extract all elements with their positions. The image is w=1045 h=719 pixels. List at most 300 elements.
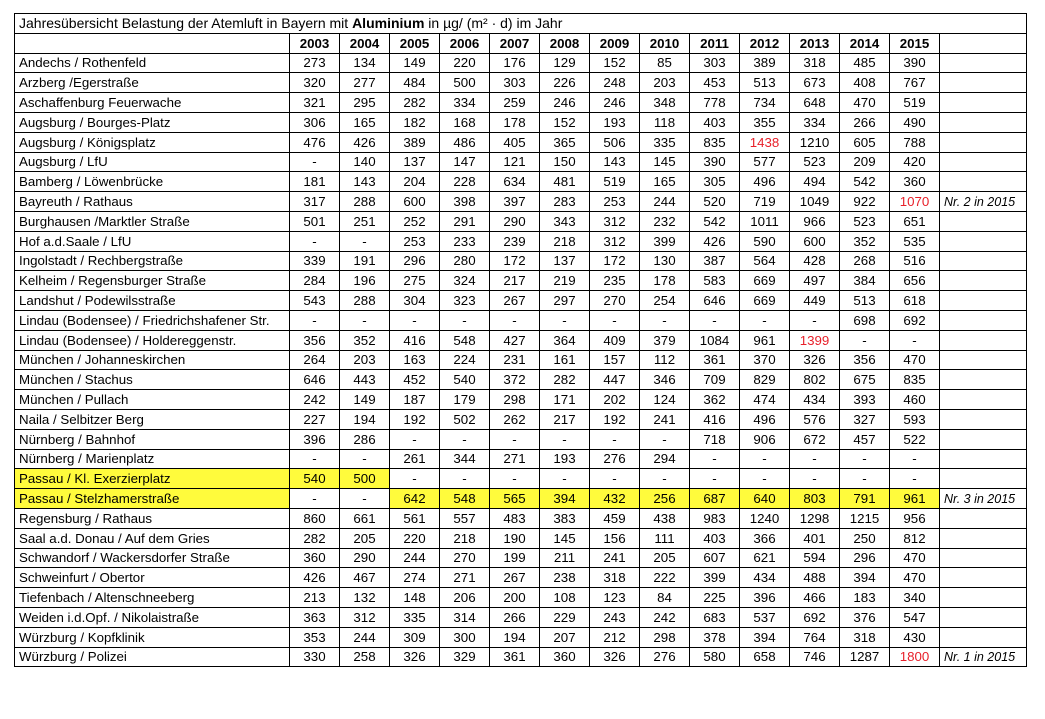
value-cell-2012: 734 xyxy=(740,93,790,113)
value-cell-2015: - xyxy=(890,449,940,469)
value-cell-2011: 583 xyxy=(690,271,740,291)
value-cell-2015: 470 xyxy=(890,350,940,370)
location-cell: München / Stachus xyxy=(15,370,290,390)
value-cell-2007: 190 xyxy=(490,528,540,548)
year-header-2006: 2006 xyxy=(440,33,490,53)
location-cell: Naila / Selbitzer Berg xyxy=(15,409,290,429)
value-cell-2004: 165 xyxy=(340,112,390,132)
value-cell-2007: 483 xyxy=(490,508,540,528)
value-cell-2008: 365 xyxy=(540,132,590,152)
value-cell-2013: 672 xyxy=(790,429,840,449)
value-cell-2012: 906 xyxy=(740,429,790,449)
value-cell-2014: 1287 xyxy=(840,647,890,667)
value-cell-2015: 420 xyxy=(890,152,940,172)
value-cell-2009: 212 xyxy=(590,627,640,647)
value-cell-2004: 132 xyxy=(340,588,390,608)
value-cell-2007: 200 xyxy=(490,588,540,608)
value-cell-2014: - xyxy=(840,330,890,350)
value-cell-2012: 474 xyxy=(740,390,790,410)
value-cell-2013: - xyxy=(790,449,840,469)
value-cell-2005: 600 xyxy=(390,192,440,212)
value-cell-2006: 168 xyxy=(440,112,490,132)
value-cell-2008: 152 xyxy=(540,112,590,132)
table-row xyxy=(15,152,1027,172)
value-cell-2004: 288 xyxy=(340,291,390,311)
note-cell xyxy=(940,350,1027,370)
value-cell-2007: 290 xyxy=(490,211,540,231)
table-row xyxy=(15,528,1027,548)
value-cell-2005: 561 xyxy=(390,508,440,528)
value-cell-2007: 266 xyxy=(490,607,540,627)
value-cell-2004: 352 xyxy=(340,330,390,350)
value-cell-2005: 261 xyxy=(390,449,440,469)
value-cell-2009: 243 xyxy=(590,607,640,627)
table-row xyxy=(15,251,1027,271)
value-cell-2010: 379 xyxy=(640,330,690,350)
title-row xyxy=(15,14,1027,34)
value-cell-2009: 459 xyxy=(590,508,640,528)
value-cell-2006: 500 xyxy=(440,73,490,93)
table-row xyxy=(15,172,1027,192)
table-row xyxy=(15,390,1027,410)
note-cell xyxy=(940,291,1027,311)
value-cell-2009: 253 xyxy=(590,192,640,212)
value-cell-2005: 192 xyxy=(390,409,440,429)
value-cell-2007: 199 xyxy=(490,548,540,568)
value-cell-2006: 300 xyxy=(440,627,490,647)
value-cell-2003: 476 xyxy=(290,132,340,152)
location-cell: München / Pullach xyxy=(15,390,290,410)
value-cell-2005: - xyxy=(390,469,440,489)
value-cell-2008: 207 xyxy=(540,627,590,647)
location-cell: Andechs / Rothenfeld xyxy=(15,53,290,73)
value-cell-2015: 490 xyxy=(890,112,940,132)
value-cell-2015: - xyxy=(890,469,940,489)
value-cell-2004: 143 xyxy=(340,172,390,192)
value-cell-2012: 829 xyxy=(740,370,790,390)
value-cell-2012: 564 xyxy=(740,251,790,271)
value-cell-2013: 318 xyxy=(790,53,840,73)
value-cell-2006: 280 xyxy=(440,251,490,271)
value-cell-2006: 548 xyxy=(440,330,490,350)
value-cell-2009: 202 xyxy=(590,390,640,410)
value-cell-2011: 390 xyxy=(690,152,740,172)
value-cell-2003: - xyxy=(290,310,340,330)
value-cell-2010: 145 xyxy=(640,152,690,172)
value-cell-2014: 698 xyxy=(840,310,890,330)
value-cell-2010: 203 xyxy=(640,73,690,93)
note-cell xyxy=(940,271,1027,291)
value-cell-2005: 326 xyxy=(390,647,440,667)
value-cell-2004: 134 xyxy=(340,53,390,73)
value-cell-2009: 248 xyxy=(590,73,640,93)
value-cell-2008: 161 xyxy=(540,350,590,370)
value-cell-2004: 312 xyxy=(340,607,390,627)
value-cell-2009: - xyxy=(590,429,640,449)
value-cell-2008: 343 xyxy=(540,211,590,231)
value-cell-2007: 267 xyxy=(490,291,540,311)
value-cell-2003: 242 xyxy=(290,390,340,410)
value-cell-2010: 254 xyxy=(640,291,690,311)
value-cell-2013: 434 xyxy=(790,390,840,410)
value-cell-2014: 513 xyxy=(840,291,890,311)
value-cell-2011: 835 xyxy=(690,132,740,152)
location-cell: Landshut / Podewilsstraße xyxy=(15,291,290,311)
table-row xyxy=(15,93,1027,113)
value-cell-2010: 112 xyxy=(640,350,690,370)
table-row xyxy=(15,508,1027,528)
value-cell-2015: 593 xyxy=(890,409,940,429)
value-cell-2010: 294 xyxy=(640,449,690,469)
value-cell-2003: 306 xyxy=(290,112,340,132)
year-header-2004: 2004 xyxy=(340,33,390,53)
note-cell xyxy=(940,449,1027,469)
note-cell xyxy=(940,627,1027,647)
note-cell xyxy=(940,508,1027,528)
value-cell-2011: 387 xyxy=(690,251,740,271)
value-cell-2006: 324 xyxy=(440,271,490,291)
value-cell-2004: 277 xyxy=(340,73,390,93)
value-cell-2004: 443 xyxy=(340,370,390,390)
value-cell-2009: 409 xyxy=(590,330,640,350)
value-cell-2013: 449 xyxy=(790,291,840,311)
value-cell-2003: 227 xyxy=(290,409,340,429)
value-cell-2007: 121 xyxy=(490,152,540,172)
table-row xyxy=(15,350,1027,370)
value-cell-2006: 228 xyxy=(440,172,490,192)
value-cell-2012: 719 xyxy=(740,192,790,212)
value-cell-2009: 152 xyxy=(590,53,640,73)
location-cell: Aschaffenburg Feuerwache xyxy=(15,93,290,113)
value-cell-2013: 802 xyxy=(790,370,840,390)
value-cell-2013: 494 xyxy=(790,172,840,192)
value-cell-2009: 519 xyxy=(590,172,640,192)
table-row xyxy=(15,112,1027,132)
value-cell-2003: 543 xyxy=(290,291,340,311)
table-row xyxy=(15,192,1027,212)
value-cell-2008: 297 xyxy=(540,291,590,311)
value-cell-2010: - xyxy=(640,429,690,449)
value-cell-2014: 675 xyxy=(840,370,890,390)
value-cell-2015: 656 xyxy=(890,271,940,291)
value-cell-2003: 181 xyxy=(290,172,340,192)
year-header-2013: 2013 xyxy=(790,33,840,53)
year-header-2008: 2008 xyxy=(540,33,590,53)
value-cell-2004: 251 xyxy=(340,211,390,231)
value-cell-2005: 252 xyxy=(390,211,440,231)
value-cell-2005: 282 xyxy=(390,93,440,113)
value-cell-2011: 303 xyxy=(690,53,740,73)
note-cell xyxy=(940,112,1027,132)
table-row xyxy=(15,132,1027,152)
value-cell-2012: 640 xyxy=(740,489,790,509)
note-cell xyxy=(940,607,1027,627)
location-cell: Schwandorf / Wackersdorfer Straße xyxy=(15,548,290,568)
value-cell-2008: 246 xyxy=(540,93,590,113)
value-cell-2011: 362 xyxy=(690,390,740,410)
value-cell-2003: 501 xyxy=(290,211,340,231)
value-cell-2012: 1240 xyxy=(740,508,790,528)
value-cell-2013: - xyxy=(790,310,840,330)
value-cell-2011: 580 xyxy=(690,647,740,667)
value-cell-2010: 276 xyxy=(640,647,690,667)
value-cell-2013: 466 xyxy=(790,588,840,608)
location-cell: Bayreuth / Rathaus xyxy=(15,192,290,212)
value-cell-2011: 416 xyxy=(690,409,740,429)
value-cell-2010: 178 xyxy=(640,271,690,291)
value-cell-2009: 143 xyxy=(590,152,640,172)
value-cell-2015: 470 xyxy=(890,568,940,588)
table-row xyxy=(15,568,1027,588)
value-cell-2012: 537 xyxy=(740,607,790,627)
value-cell-2011: 1084 xyxy=(690,330,740,350)
value-cell-2015: 961 xyxy=(890,489,940,509)
value-cell-2008: 137 xyxy=(540,251,590,271)
table-row xyxy=(15,330,1027,350)
value-cell-2007: 172 xyxy=(490,251,540,271)
location-cell: Weiden i.d.Opf. / Nikolaistraße xyxy=(15,607,290,627)
value-cell-2013: 594 xyxy=(790,548,840,568)
value-cell-2007: 259 xyxy=(490,93,540,113)
value-cell-2009: 193 xyxy=(590,112,640,132)
value-cell-2012: 394 xyxy=(740,627,790,647)
value-cell-2004: 295 xyxy=(340,93,390,113)
value-cell-2014: 266 xyxy=(840,112,890,132)
value-cell-2005: 275 xyxy=(390,271,440,291)
value-cell-2014: 209 xyxy=(840,152,890,172)
value-cell-2009: - xyxy=(590,469,640,489)
title-part-2: in µg/ (m² · d) im Jahr xyxy=(428,15,563,32)
value-cell-2008: 129 xyxy=(540,53,590,73)
value-cell-2012: 513 xyxy=(740,73,790,93)
value-cell-2010: 244 xyxy=(640,192,690,212)
table-row xyxy=(15,271,1027,291)
value-cell-2013: 428 xyxy=(790,251,840,271)
note-cell: Nr. 1 in 2015 xyxy=(940,647,1027,667)
value-cell-2004: 467 xyxy=(340,568,390,588)
value-cell-2003: - xyxy=(290,449,340,469)
value-cell-2011: - xyxy=(690,469,740,489)
value-cell-2010: 111 xyxy=(640,528,690,548)
value-cell-2011: 778 xyxy=(690,93,740,113)
value-cell-2012: 961 xyxy=(740,330,790,350)
value-cell-2012: - xyxy=(740,469,790,489)
value-cell-2012: 389 xyxy=(740,53,790,73)
value-cell-2007: 176 xyxy=(490,53,540,73)
table-row xyxy=(15,548,1027,568)
value-cell-2010: 399 xyxy=(640,231,690,251)
value-cell-2010: 256 xyxy=(640,489,690,509)
value-cell-2011: 399 xyxy=(690,568,740,588)
value-cell-2011: 426 xyxy=(690,231,740,251)
note-cell: Nr. 3 in 2015 xyxy=(940,489,1027,509)
value-cell-2009: 156 xyxy=(590,528,640,548)
value-cell-2013: 401 xyxy=(790,528,840,548)
table-row xyxy=(15,370,1027,390)
value-cell-2007: 405 xyxy=(490,132,540,152)
value-cell-2006: 548 xyxy=(440,489,490,509)
value-cell-2008: 219 xyxy=(540,271,590,291)
value-cell-2014: 296 xyxy=(840,548,890,568)
note-cell xyxy=(940,132,1027,152)
value-cell-2007: 634 xyxy=(490,172,540,192)
value-cell-2003: 264 xyxy=(290,350,340,370)
value-cell-2005: - xyxy=(390,429,440,449)
value-cell-2013: 1049 xyxy=(790,192,840,212)
value-cell-2009: 192 xyxy=(590,409,640,429)
value-cell-2006: 314 xyxy=(440,607,490,627)
value-cell-2007: 361 xyxy=(490,647,540,667)
value-cell-2007: 231 xyxy=(490,350,540,370)
value-cell-2008: 283 xyxy=(540,192,590,212)
value-cell-2011: 378 xyxy=(690,627,740,647)
note-cell xyxy=(940,469,1027,489)
value-cell-2004: - xyxy=(340,449,390,469)
value-cell-2010: 241 xyxy=(640,409,690,429)
value-cell-2008: 108 xyxy=(540,588,590,608)
value-cell-2008: 218 xyxy=(540,231,590,251)
value-cell-2003: 330 xyxy=(290,647,340,667)
value-cell-2012: 1438 xyxy=(740,132,790,152)
value-cell-2012: 496 xyxy=(740,172,790,192)
table-row xyxy=(15,73,1027,93)
value-cell-2006: 206 xyxy=(440,588,490,608)
value-cell-2012: 621 xyxy=(740,548,790,568)
value-cell-2004: 500 xyxy=(340,469,390,489)
value-cell-2011: - xyxy=(690,449,740,469)
table-row xyxy=(15,231,1027,251)
value-cell-2009: 276 xyxy=(590,449,640,469)
note-cell xyxy=(940,93,1027,113)
value-cell-2006: 344 xyxy=(440,449,490,469)
location-cell: Würzburg / Polizei xyxy=(15,647,290,667)
value-cell-2003: - xyxy=(290,489,340,509)
value-cell-2012: 669 xyxy=(740,291,790,311)
value-cell-2014: 922 xyxy=(840,192,890,212)
value-cell-2008: 171 xyxy=(540,390,590,410)
value-cell-2011: 607 xyxy=(690,548,740,568)
value-cell-2009: - xyxy=(590,310,640,330)
value-cell-2003: 356 xyxy=(290,330,340,350)
value-cell-2006: 398 xyxy=(440,192,490,212)
value-cell-2014: 791 xyxy=(840,489,890,509)
value-cell-2005: 309 xyxy=(390,627,440,647)
value-cell-2010: 124 xyxy=(640,390,690,410)
value-cell-2014: 542 xyxy=(840,172,890,192)
value-cell-2006: 271 xyxy=(440,568,490,588)
value-cell-2013: - xyxy=(790,469,840,489)
note-cell xyxy=(940,231,1027,251)
value-cell-2009: 447 xyxy=(590,370,640,390)
value-cell-2005: 148 xyxy=(390,588,440,608)
value-cell-2005: 149 xyxy=(390,53,440,73)
year-header-2007: 2007 xyxy=(490,33,540,53)
value-cell-2008: 226 xyxy=(540,73,590,93)
value-cell-2009: 326 xyxy=(590,647,640,667)
value-cell-2008: 211 xyxy=(540,548,590,568)
value-cell-2006: 233 xyxy=(440,231,490,251)
value-cell-2014: 384 xyxy=(840,271,890,291)
value-cell-2010: 438 xyxy=(640,508,690,528)
value-cell-2013: 523 xyxy=(790,152,840,172)
value-cell-2008: 383 xyxy=(540,508,590,528)
value-cell-2005: 484 xyxy=(390,73,440,93)
value-cell-2007: 427 xyxy=(490,330,540,350)
value-cell-2007: - xyxy=(490,429,540,449)
value-cell-2014: 352 xyxy=(840,231,890,251)
value-cell-2010: - xyxy=(640,310,690,330)
year-header-2005: 2005 xyxy=(390,33,440,53)
value-cell-2015: 535 xyxy=(890,231,940,251)
value-cell-2015: 522 xyxy=(890,429,940,449)
value-cell-2008: 145 xyxy=(540,528,590,548)
value-cell-2008: - xyxy=(540,429,590,449)
location-cell: Regensburg / Rathaus xyxy=(15,508,290,528)
value-cell-2005: 163 xyxy=(390,350,440,370)
value-cell-2015: 767 xyxy=(890,73,940,93)
note-cell xyxy=(940,588,1027,608)
note-cell xyxy=(940,390,1027,410)
value-cell-2014: 318 xyxy=(840,627,890,647)
value-cell-2015: 519 xyxy=(890,93,940,113)
value-cell-2005: 220 xyxy=(390,528,440,548)
note-cell xyxy=(940,568,1027,588)
value-cell-2015: 956 xyxy=(890,508,940,528)
value-cell-2013: 576 xyxy=(790,409,840,429)
value-cell-2007: 217 xyxy=(490,271,540,291)
note-cell xyxy=(940,429,1027,449)
value-cell-2015: 547 xyxy=(890,607,940,627)
value-cell-2003: 353 xyxy=(290,627,340,647)
value-cell-2003: 646 xyxy=(290,370,340,390)
value-cell-2013: 1210 xyxy=(790,132,840,152)
value-cell-2003: 396 xyxy=(290,429,340,449)
note-cell xyxy=(940,528,1027,548)
value-cell-2012: 496 xyxy=(740,409,790,429)
value-cell-2010: 205 xyxy=(640,548,690,568)
value-cell-2004: - xyxy=(340,310,390,330)
value-cell-2011: 453 xyxy=(690,73,740,93)
value-cell-2009: 432 xyxy=(590,489,640,509)
value-cell-2009: 246 xyxy=(590,93,640,113)
value-cell-2005: 389 xyxy=(390,132,440,152)
value-cell-2012: 396 xyxy=(740,588,790,608)
value-cell-2012: - xyxy=(740,449,790,469)
table-row xyxy=(15,310,1027,330)
value-cell-2004: 191 xyxy=(340,251,390,271)
location-cell: Nürnberg / Marienplatz xyxy=(15,449,290,469)
location-cell: Ingolstadt / Rechbergstraße xyxy=(15,251,290,271)
value-cell-2006: 323 xyxy=(440,291,490,311)
value-cell-2014: 470 xyxy=(840,93,890,113)
note-cell xyxy=(940,370,1027,390)
value-cell-2007: - xyxy=(490,469,540,489)
location-cell: Schweinfurt / Obertor xyxy=(15,568,290,588)
location-cell: Passau / Kl. Exerzierplatz xyxy=(15,469,290,489)
year-header-row xyxy=(15,33,1027,53)
value-cell-2006: 270 xyxy=(440,548,490,568)
value-cell-2012: 370 xyxy=(740,350,790,370)
value-cell-2014: - xyxy=(840,449,890,469)
value-cell-2013: 673 xyxy=(790,73,840,93)
value-cell-2015: 390 xyxy=(890,53,940,73)
note-cell xyxy=(940,330,1027,350)
value-cell-2015: 788 xyxy=(890,132,940,152)
value-cell-2014: 457 xyxy=(840,429,890,449)
value-cell-2004: 194 xyxy=(340,409,390,429)
value-cell-2004: 244 xyxy=(340,627,390,647)
value-cell-2006: 334 xyxy=(440,93,490,113)
